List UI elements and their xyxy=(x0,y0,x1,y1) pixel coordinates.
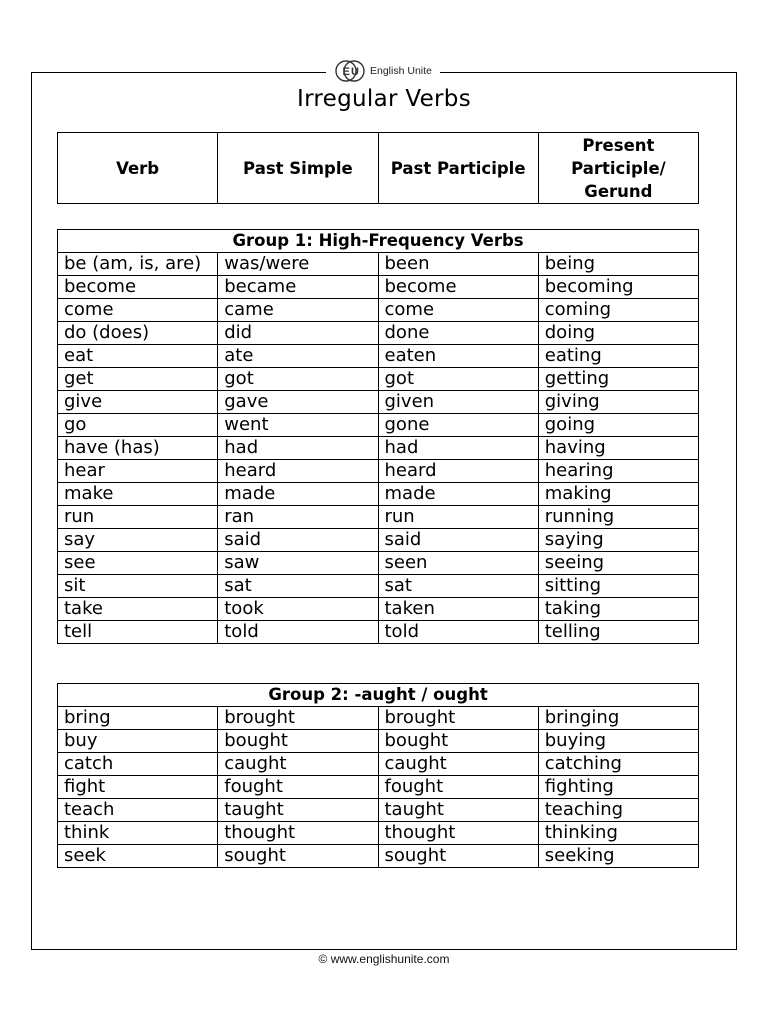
verb-cell: buy xyxy=(58,730,218,753)
verb-cell: think xyxy=(58,822,218,845)
table-row xyxy=(58,822,699,845)
gerund-cell: giving xyxy=(538,391,698,414)
brand-name: English Unite xyxy=(370,65,432,77)
verb-cell: fight xyxy=(58,776,218,799)
verb-cell: make xyxy=(58,483,218,506)
gerund-cell: going xyxy=(538,414,698,437)
verb-cell: hear xyxy=(58,460,218,483)
past-participle-cell: taught xyxy=(378,799,538,822)
table-row xyxy=(58,776,699,799)
page-title: Irregular Verbs xyxy=(296,86,471,112)
table-row xyxy=(58,598,699,621)
past-participle-cell: become xyxy=(378,276,538,299)
past-simple-cell: heard xyxy=(218,460,378,483)
gerund-cell: coming xyxy=(538,299,698,322)
past-simple-cell: thought xyxy=(218,822,378,845)
past-simple-cell: gave xyxy=(218,391,378,414)
table-row xyxy=(58,391,699,414)
past-simple-cell: brought xyxy=(218,707,378,730)
past-participle-cell: given xyxy=(378,391,538,414)
table-row xyxy=(58,368,699,391)
past-participle-cell: seen xyxy=(378,552,538,575)
gerund-cell: having xyxy=(538,437,698,460)
past-simple-cell: had xyxy=(218,437,378,460)
past-participle-cell: gone xyxy=(378,414,538,437)
column-header-present-participle: Present Participle/ Gerund xyxy=(538,133,698,204)
table-row xyxy=(58,621,699,644)
copyright-footer: © www.englishunite.com xyxy=(318,952,450,966)
past-simple-cell: ran xyxy=(218,506,378,529)
table-row xyxy=(58,437,699,460)
past-simple-cell: told xyxy=(218,621,378,644)
column-header-row xyxy=(58,133,699,204)
gerund-cell: eating xyxy=(538,345,698,368)
table-row xyxy=(58,552,699,575)
verb-cell: say xyxy=(58,529,218,552)
past-participle-cell: fought xyxy=(378,776,538,799)
table-row xyxy=(58,575,699,598)
group-title-row xyxy=(58,230,699,253)
past-simple-cell: took xyxy=(218,598,378,621)
gerund-cell: telling xyxy=(538,621,698,644)
table-row xyxy=(58,414,699,437)
verb-cell: sit xyxy=(58,575,218,598)
gerund-cell: running xyxy=(538,506,698,529)
past-participle-cell: told xyxy=(378,621,538,644)
past-simple-cell: said xyxy=(218,529,378,552)
gerund-cell: getting xyxy=(538,368,698,391)
past-participle-cell: caught xyxy=(378,753,538,776)
gerund-cell: sitting xyxy=(538,575,698,598)
verb-cell: be (am, is, are) xyxy=(58,253,218,276)
group-title-row xyxy=(58,684,699,707)
group-1-title: Group 1: High-Frequency Verbs xyxy=(58,230,699,253)
past-simple-cell: went xyxy=(218,414,378,437)
past-participle-cell: bought xyxy=(378,730,538,753)
past-participle-cell: brought xyxy=(378,707,538,730)
column-header-verb: Verb xyxy=(58,133,218,204)
past-simple-cell: sat xyxy=(218,575,378,598)
past-participle-cell: come xyxy=(378,299,538,322)
past-participle-cell: sat xyxy=(378,575,538,598)
past-participle-cell: run xyxy=(378,506,538,529)
past-simple-cell: bought xyxy=(218,730,378,753)
past-participle-cell: eaten xyxy=(378,345,538,368)
column-header-past-simple: Past Simple xyxy=(218,133,378,204)
table-row xyxy=(58,799,699,822)
gerund-cell: making xyxy=(538,483,698,506)
past-simple-cell: came xyxy=(218,299,378,322)
table-row xyxy=(58,483,699,506)
gerund-cell: teaching xyxy=(538,799,698,822)
gerund-cell: catching xyxy=(538,753,698,776)
past-participle-cell: taken xyxy=(378,598,538,621)
verb-cell: catch xyxy=(58,753,218,776)
verb-cell: have (has) xyxy=(58,437,218,460)
past-simple-cell: saw xyxy=(218,552,378,575)
gerund-cell: fighting xyxy=(538,776,698,799)
gerund-cell: saying xyxy=(538,529,698,552)
verb-cell: take xyxy=(58,598,218,621)
table-row xyxy=(58,460,699,483)
verb-cell: seek xyxy=(58,845,218,868)
past-participle-cell: done xyxy=(378,322,538,345)
gerund-cell: becoming xyxy=(538,276,698,299)
past-participle-cell: said xyxy=(378,529,538,552)
gerund-cell: bringing xyxy=(538,707,698,730)
verb-cell: run xyxy=(58,506,218,529)
verb-cell: tell xyxy=(58,621,218,644)
verb-cell: become xyxy=(58,276,218,299)
group-2-title: Group 2: -aught / ought xyxy=(58,684,699,707)
column-header-table xyxy=(57,132,699,204)
past-simple-cell: taught xyxy=(218,799,378,822)
gerund-cell: seeking xyxy=(538,845,698,868)
table-row xyxy=(58,753,699,776)
group-2-table xyxy=(57,683,699,868)
past-participle-cell: heard xyxy=(378,460,538,483)
table-row xyxy=(58,730,699,753)
verb-cell: bring xyxy=(58,707,218,730)
group-1-table xyxy=(57,229,699,644)
past-simple-cell: became xyxy=(218,276,378,299)
verb-cell: do (does) xyxy=(58,322,218,345)
gerund-cell: being xyxy=(538,253,698,276)
verb-cell: see xyxy=(58,552,218,575)
table-row xyxy=(58,529,699,552)
past-simple-cell: caught xyxy=(218,753,378,776)
past-participle-cell: sought xyxy=(378,845,538,868)
verb-cell: teach xyxy=(58,799,218,822)
english-unite-logo-icon xyxy=(334,59,366,83)
gerund-cell: doing xyxy=(538,322,698,345)
table-row xyxy=(58,322,699,345)
verb-cell: get xyxy=(58,368,218,391)
verb-cell: eat xyxy=(58,345,218,368)
column-header-past-participle: Past Participle xyxy=(378,133,538,204)
past-participle-cell: made xyxy=(378,483,538,506)
past-simple-cell: was/were xyxy=(218,253,378,276)
svg-text:E: E xyxy=(342,66,350,78)
past-simple-cell: sought xyxy=(218,845,378,868)
table-row xyxy=(58,276,699,299)
past-participle-cell: had xyxy=(378,437,538,460)
verb-cell: give xyxy=(58,391,218,414)
svg-text:U: U xyxy=(351,66,359,78)
table-row xyxy=(58,506,699,529)
table-row xyxy=(58,707,699,730)
past-participle-cell: thought xyxy=(378,822,538,845)
past-simple-cell: made xyxy=(218,483,378,506)
table-row xyxy=(58,345,699,368)
verb-cell: come xyxy=(58,299,218,322)
gerund-cell: seeing xyxy=(538,552,698,575)
table-row xyxy=(58,253,699,276)
table-row xyxy=(58,299,699,322)
past-simple-cell: fought xyxy=(218,776,378,799)
past-participle-cell: been xyxy=(378,253,538,276)
brand-logo xyxy=(326,58,440,84)
gerund-cell: hearing xyxy=(538,460,698,483)
gerund-cell: taking xyxy=(538,598,698,621)
gerund-cell: buying xyxy=(538,730,698,753)
past-simple-cell: did xyxy=(218,322,378,345)
gerund-cell: thinking xyxy=(538,822,698,845)
verb-cell: go xyxy=(58,414,218,437)
past-participle-cell: got xyxy=(378,368,538,391)
past-simple-cell: ate xyxy=(218,345,378,368)
past-simple-cell: got xyxy=(218,368,378,391)
table-row xyxy=(58,845,699,868)
